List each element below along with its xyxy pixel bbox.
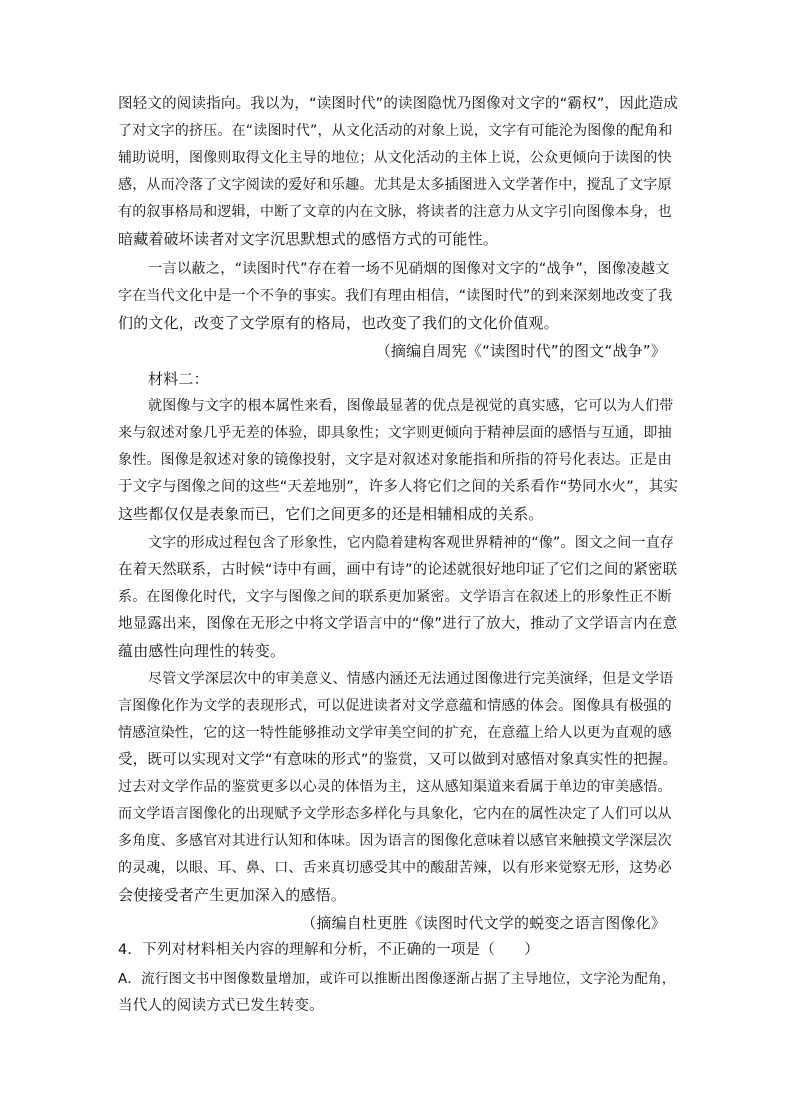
option-a-continued: 当代人的阅读方式已发生转变。: [118, 998, 324, 1014]
paragraph-line: 感，从而冷落了文字阅读的爱好和乐趣。尤其是太多插图进入文学著作中，搅乱了文字原: [118, 177, 672, 193]
paragraph-line: 多角度、多感官对其进行认知和体味。因为语言的图像化意味着以感官来触摸文学深层次: [118, 833, 672, 849]
paragraph-line: 于文字与图像之间的这些“天差地别”，许多人将它们之间的关系看作“势同水火”，其实: [118, 479, 679, 495]
paragraph-line: 蕴由感性向理性的转变。: [118, 642, 286, 660]
paragraph-line: 受，既可以实现对文学“有意味的形式”的鉴赏，又可以做到对感悟对象真实性的把握。: [118, 752, 678, 768]
source-citation: （摘编自杜更胜《读图时代文学的蜕变之语言图像化》: [301, 914, 666, 932]
section-heading: 材料二：: [148, 370, 209, 388]
paragraph-line: 言图像化作为文学的表现形式，可以促进读者对文学意蕴和情感的体会。图像具有极强的: [118, 698, 672, 714]
paragraph-line: 系。在图像化时代，文字与图像之间的联系更加紧密。文学语言在叙述上的形象性正不断: [118, 589, 672, 605]
paragraph-line: 在着天然联系，古时候“诗中有画，画中有诗”的论述就很好地印证了它们之间的紧密联: [118, 562, 678, 578]
paragraph-line: 就图像与文字的根本属性来看，图像最显著的优点是视觉的真实感，它可以为人们带: [148, 398, 674, 414]
paragraph-line: 尽管文学深层次中的审美意义、情感内涵还无法通过图像进行完美演绎，但是文学语: [148, 671, 674, 687]
paragraph-line: 情感渲染性，它的这一特性能够推动文学审美空间的扩充，在意蕴上给人以更为直观的感: [118, 725, 672, 741]
paragraph-line: 这些都仅仅是表象而已，它们之间更多的还是相辅相成的关系。: [118, 505, 544, 523]
paragraph-line: 会使接受者产生更加深入的感悟。: [118, 886, 347, 904]
question-stem: 4．下列对材料相关内容的理解和分析，不正确的一项是（ ）: [118, 942, 540, 958]
paragraph-line: 暗藏着破坏读者对文字沉思默想式的感悟方式的可能性。: [118, 230, 499, 248]
paragraph-line: 象性。图像是叙述对象的镜像投射，文字是对叙述对象能指和所指的符号化表达。正是由: [118, 452, 672, 468]
paragraph-line: 字在当代文化中是一个不争的事实。我们有理由相信，“读图时代”的到来深刻地改变了我: [118, 288, 673, 304]
paragraph-line: 一言以蔽之，“读图时代”存在着一场不见硝烟的图像对文字的“战争”，图像凌越文: [148, 261, 670, 277]
paragraph-line: 地显露出来，图像在无形之中将文学语言中的“像”进行了放大，推动了文学语言内在意: [118, 616, 678, 632]
paragraph-line: 有的叙事格局和逻辑，中断了文章的内在文脉，将读者的注意力从文字引向图像本身，也: [118, 204, 672, 220]
paragraph-line: 图轻文的阅读指向。我以为，“读图时代”的读图隐忧乃图像对文字的“霸权”，因此造成: [118, 96, 679, 112]
paragraph-line: 而文学语言图像化的出现赋予文学形态多样化与具象化，它内在的属性决定了人们可以从: [118, 806, 672, 822]
paragraph-line: 们的文化，改变了文学原有的格局，也改变了我们的文化价值观。: [118, 314, 559, 332]
paragraph-line: 辅助说明，图像则取得文化主导的地位；从文化活动的主体上说，公众更倾向于读图的快: [118, 150, 672, 166]
option-a: A．流行图文书中图像数量增加，或许可以推断出图像逐渐占据了主导地位，文字沦为配角，: [118, 971, 676, 987]
paragraph-line: 来与叙述对象几乎无差的体验，即具象性；文字则更倾向于精神层面的感悟与互通，即抽: [118, 425, 672, 441]
paragraph-line: 过去对文学作品的鉴赏更多以心灵的体悟为主，这从感知渠道来看属于单边的审美感悟。: [118, 779, 672, 795]
source-citation: （摘编自周宪《“读图时代”的图文“战争”》: [375, 342, 666, 360]
paragraph-line: 的灵魂，以眼、耳、鼻、口、舌来真切感受其中的酸甜苦辣，以有形来觉察无形，这势必: [118, 860, 672, 876]
paragraph-line: 文字的形成过程包含了形象性，它内隐着建构客观世界精神的“像”。图文之间一直存: [148, 535, 675, 551]
paragraph-line: 了对文字的挤压。在“读图时代”，从文化活动的对象上说，文字有可能沦为图像的配角和: [118, 123, 673, 139]
